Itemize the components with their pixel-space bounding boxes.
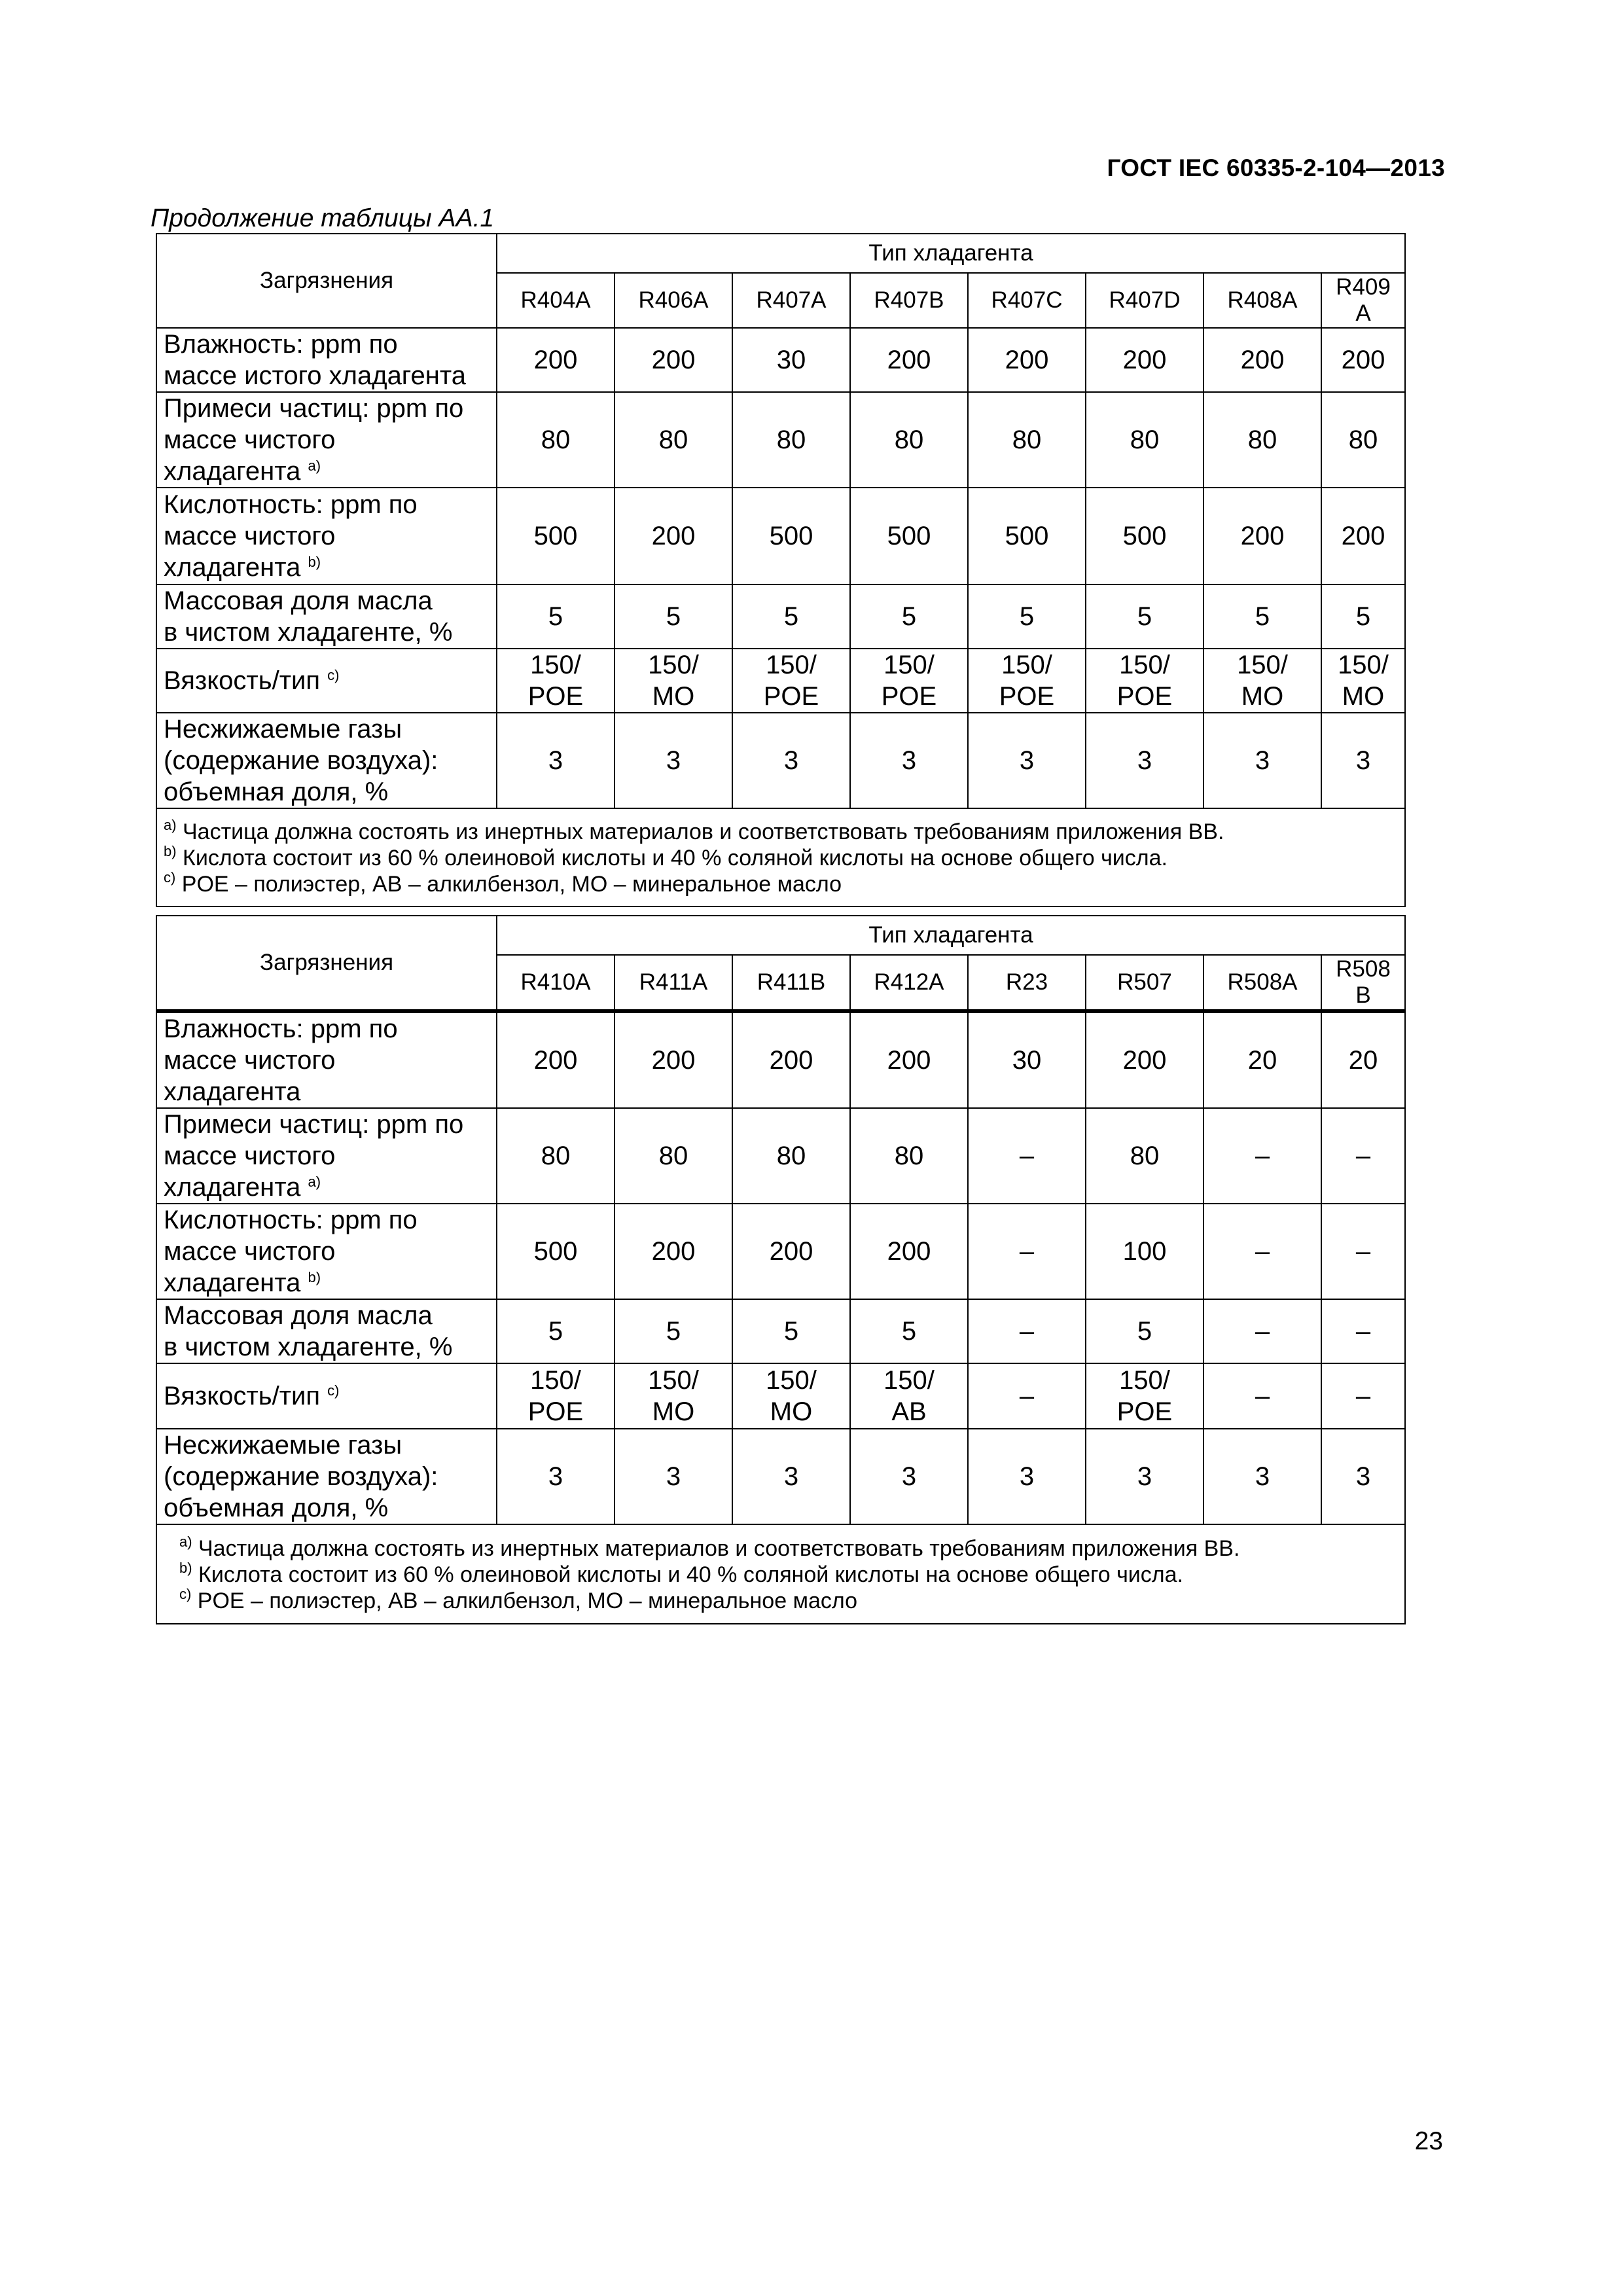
value-cell: 100 <box>1086 1204 1204 1299</box>
value-cell: 200 <box>850 1204 968 1299</box>
value-cell: 3 <box>968 1429 1086 1524</box>
value-cell: 200 <box>497 328 615 392</box>
value-cell: 500 <box>497 1204 615 1299</box>
footnote <box>164 819 1398 845</box>
value-cell: – <box>968 1299 1086 1363</box>
value-cell: – <box>1321 1299 1405 1363</box>
contaminant-label <box>156 392 497 488</box>
refrigerant-name: R407C <box>968 273 1086 328</box>
contaminants-header: Загрязнения <box>156 916 497 1011</box>
footnote-text: Кислота состоит из 60 % олеиновой кислоты и 40 % соляной кислоты на основе общего числа. <box>183 846 1168 870</box>
contaminant-label <box>156 649 497 713</box>
value-cell: 150/ POE <box>850 649 968 713</box>
contaminant-label <box>156 1299 497 1363</box>
footnote-text: POE – полиэстер, AB – алкилбензол, MO – минеральное масло <box>197 1588 857 1613</box>
value-cell: 3 <box>497 713 615 808</box>
contaminant-label <box>156 713 497 808</box>
value-cell: 80 <box>850 392 968 488</box>
value-cell: – <box>1321 1363 1405 1429</box>
value-cell: 150/ POE <box>497 649 615 713</box>
table-caption: Продолжение таблицы АА.1 <box>151 204 495 232</box>
value-cell: 500 <box>1086 488 1204 584</box>
footnote <box>164 845 1398 871</box>
value-cell: 5 <box>732 1299 850 1363</box>
contaminant-label-text: Массовая доля масла в чистом хладагенте, % <box>164 1301 453 1361</box>
value-cell: 150/ POE <box>1086 649 1204 713</box>
value-cell: 3 <box>615 1429 732 1524</box>
footnote-text: Кислота состоит из 60 % олеиновой кислоты и 40 % соляной кислоты на основе общего числа. <box>198 1562 1183 1587</box>
contaminant-label <box>156 1108 497 1204</box>
value-cell: 200 <box>615 1204 732 1299</box>
refrigerant-name: R411B <box>732 955 850 1011</box>
value-cell: 80 <box>732 1108 850 1204</box>
contaminant-label-text: Влажность: ppm по массе чистого хладагента <box>164 1014 398 1106</box>
value-cell: 80 <box>1204 392 1321 488</box>
refrigerant-name: R507 <box>1086 955 1204 1011</box>
value-cell: 3 <box>497 1429 615 1524</box>
contaminant-label-text: Кислотность: ppm по массе чистого хладагента <box>164 490 418 582</box>
value-cell: 200 <box>497 1011 615 1108</box>
footnote-ref: a) <box>308 1174 321 1190</box>
value-cell: 500 <box>732 488 850 584</box>
footnote-text: POE – полиэстер, AB – алкилбензол, MO – минеральное масло <box>181 872 842 897</box>
contaminant-label <box>156 1363 497 1429</box>
value-cell: 5 <box>497 1299 615 1363</box>
value-cell: 200 <box>968 328 1086 392</box>
value-cell: 80 <box>497 1108 615 1204</box>
contaminant-label-text: Несжижаемые газы (содержание воздуха): объемная доля, % <box>164 715 438 806</box>
footnotes-row <box>156 1524 1405 1624</box>
value-cell: 200 <box>1321 488 1405 584</box>
value-cell: 3 <box>1204 713 1321 808</box>
refrigerant-name: R406A <box>615 273 732 328</box>
footnote-mark: a) <box>164 817 177 833</box>
footnote-mark: c) <box>164 869 176 886</box>
value-cell: 5 <box>850 584 968 649</box>
table-row <box>156 649 1405 713</box>
value-cell: 80 <box>615 1108 732 1204</box>
footnote <box>179 1535 1398 1562</box>
value-cell: 5 <box>1321 584 1405 649</box>
refrigerant-name: R411A <box>615 955 732 1011</box>
footnote-ref: b) <box>308 1269 321 1285</box>
value-cell: 150/ POE <box>732 649 850 713</box>
value-cell: 5 <box>615 584 732 649</box>
refrigerant-type-header: Тип хладагента <box>497 916 1405 955</box>
contaminant-label <box>156 584 497 649</box>
refrigerant-table-2 <box>156 915 1406 1624</box>
value-cell: 150/ POE <box>1086 1363 1204 1429</box>
contaminant-label-text: Массовая доля масла в чистом хладагенте, % <box>164 586 453 647</box>
value-cell: 80 <box>615 392 732 488</box>
footnote-text: Частица должна состоять из инертных материалов и соответствовать требованиям приложения ВВ. <box>198 1536 1240 1561</box>
contaminant-label <box>156 488 497 584</box>
footnote-mark: c) <box>179 1586 192 1602</box>
value-cell: 500 <box>497 488 615 584</box>
page-number: 23 <box>1414 2127 1443 2155</box>
value-cell: 200 <box>732 1011 850 1108</box>
value-cell: 200 <box>1204 488 1321 584</box>
table-row <box>156 1363 1405 1429</box>
footnote <box>164 871 1398 897</box>
value-cell: 3 <box>968 713 1086 808</box>
footnotes <box>156 1524 1405 1624</box>
value-cell: 500 <box>968 488 1086 584</box>
value-cell: 500 <box>850 488 968 584</box>
value-cell: 30 <box>732 328 850 392</box>
document-code: ГОСТ IEC 60335-2-104—2013 <box>1107 154 1445 181</box>
header-row <box>156 234 1405 273</box>
value-cell: 5 <box>615 1299 732 1363</box>
refrigerant-name: R409 A <box>1321 273 1405 328</box>
footnotes <box>156 808 1405 906</box>
value-cell: 150/ POE <box>968 649 1086 713</box>
table-row <box>156 488 1405 584</box>
table-row <box>156 713 1405 808</box>
value-cell: 80 <box>968 392 1086 488</box>
footnote-ref: a) <box>308 457 321 474</box>
contaminants-header: Загрязнения <box>156 234 497 328</box>
value-cell: 3 <box>1321 713 1405 808</box>
contaminant-label <box>156 1204 497 1299</box>
footnotes-row <box>156 808 1405 906</box>
value-cell: – <box>1204 1108 1321 1204</box>
value-cell: 150/ MO <box>615 1363 732 1429</box>
value-cell: 80 <box>1086 1108 1204 1204</box>
value-cell: – <box>968 1204 1086 1299</box>
value-cell: 150/ MO <box>1204 649 1321 713</box>
contaminant-label-text: Вязкость/тип <box>164 666 321 695</box>
value-cell: 3 <box>850 713 968 808</box>
value-cell: – <box>1204 1363 1321 1429</box>
value-cell: 3 <box>1204 1429 1321 1524</box>
value-cell: 200 <box>1086 328 1204 392</box>
value-cell: 5 <box>968 584 1086 649</box>
value-cell: 20 <box>1321 1011 1405 1108</box>
value-cell: – <box>1204 1204 1321 1299</box>
refrigerant-name: R404A <box>497 273 615 328</box>
value-cell: 5 <box>850 1299 968 1363</box>
value-cell: 5 <box>1086 1299 1204 1363</box>
table-row <box>156 1011 1405 1108</box>
contaminant-label-text: Несжижаемые газы (содержание воздуха): объемная доля, % <box>164 1431 438 1522</box>
value-cell: 3 <box>1086 1429 1204 1524</box>
value-cell: 5 <box>1204 584 1321 649</box>
refrigerant-name: R407A <box>732 273 850 328</box>
footnote-mark: b) <box>179 1560 192 1576</box>
refrigerant-name: R508 B <box>1321 955 1405 1011</box>
value-cell: 200 <box>615 328 732 392</box>
table-row <box>156 392 1405 488</box>
value-cell: – <box>1321 1204 1405 1299</box>
value-cell: 200 <box>1204 328 1321 392</box>
value-cell: – <box>968 1363 1086 1429</box>
value-cell: – <box>968 1108 1086 1204</box>
value-cell: 30 <box>968 1011 1086 1108</box>
value-cell: 150/ AB <box>850 1363 968 1429</box>
value-cell: 150/ MO <box>615 649 732 713</box>
value-cell: 80 <box>497 392 615 488</box>
footnote-ref: c) <box>327 1382 340 1399</box>
refrigerant-name: R407B <box>850 273 968 328</box>
table-row <box>156 328 1405 392</box>
table-row <box>156 1204 1405 1299</box>
footnote <box>179 1588 1398 1614</box>
footnote <box>179 1562 1398 1588</box>
value-cell: 3 <box>732 1429 850 1524</box>
value-cell: 3 <box>732 713 850 808</box>
value-cell: 5 <box>497 584 615 649</box>
contaminant-label <box>156 328 497 392</box>
footnote-ref: b) <box>308 554 321 570</box>
refrigerant-name: R412A <box>850 955 968 1011</box>
refrigerant-name: R407D <box>1086 273 1204 328</box>
footnote-mark: b) <box>164 843 177 859</box>
contaminant-label-text: Влажность: ppm по массе истого хладагента <box>164 330 466 390</box>
value-cell: 3 <box>615 713 732 808</box>
value-cell: 3 <box>850 1429 968 1524</box>
value-cell: 200 <box>850 1011 968 1108</box>
footnote-mark: a) <box>179 1534 192 1550</box>
value-cell: 3 <box>1321 1429 1405 1524</box>
table-row <box>156 1108 1405 1204</box>
value-cell: 5 <box>1086 584 1204 649</box>
contaminant-label <box>156 1429 497 1524</box>
refrigerant-name: R408A <box>1204 273 1321 328</box>
value-cell: – <box>1204 1299 1321 1363</box>
value-cell: 200 <box>732 1204 850 1299</box>
value-cell: 20 <box>1204 1011 1321 1108</box>
value-cell: 150/ MO <box>1321 649 1405 713</box>
refrigerant-name: R410A <box>497 955 615 1011</box>
table-row <box>156 584 1405 649</box>
value-cell: 80 <box>1321 392 1405 488</box>
contaminant-label-text: Примеси частиц: ppm по массе чистого хладагента <box>164 394 464 486</box>
contaminant-label-text: Кислотность: ppm по массе чистого хладагента <box>164 1206 418 1297</box>
value-cell: 80 <box>1086 392 1204 488</box>
footnote-text: Частица должна состоять из инертных материалов и соответствовать требованиям приложения ВВ. <box>183 819 1224 844</box>
value-cell: 200 <box>1086 1011 1204 1108</box>
contaminant-label-text: Вязкость/тип <box>164 1382 321 1410</box>
table-row <box>156 1429 1405 1524</box>
contaminant-label <box>156 1011 497 1108</box>
value-cell: 200 <box>850 328 968 392</box>
value-cell: 5 <box>732 584 850 649</box>
table-row <box>156 1299 1405 1363</box>
value-cell: 200 <box>615 1011 732 1108</box>
value-cell: 150/ MO <box>732 1363 850 1429</box>
value-cell: 3 <box>1086 713 1204 808</box>
refrigerant-type-header: Тип хладагента <box>497 234 1405 273</box>
value-cell: 200 <box>615 488 732 584</box>
value-cell: 200 <box>1321 328 1405 392</box>
value-cell: 150/ POE <box>497 1363 615 1429</box>
footnote-ref: c) <box>327 667 340 683</box>
value-cell: – <box>1321 1108 1405 1204</box>
refrigerant-name: R508A <box>1204 955 1321 1011</box>
value-cell: 80 <box>732 392 850 488</box>
refrigerant-name: R23 <box>968 955 1086 1011</box>
value-cell: 80 <box>850 1108 968 1204</box>
refrigerant-table-1 <box>156 233 1406 907</box>
header-row <box>156 916 1405 955</box>
contaminant-label-text: Примеси частиц: ppm по массе чистого хладагента <box>164 1110 464 1202</box>
